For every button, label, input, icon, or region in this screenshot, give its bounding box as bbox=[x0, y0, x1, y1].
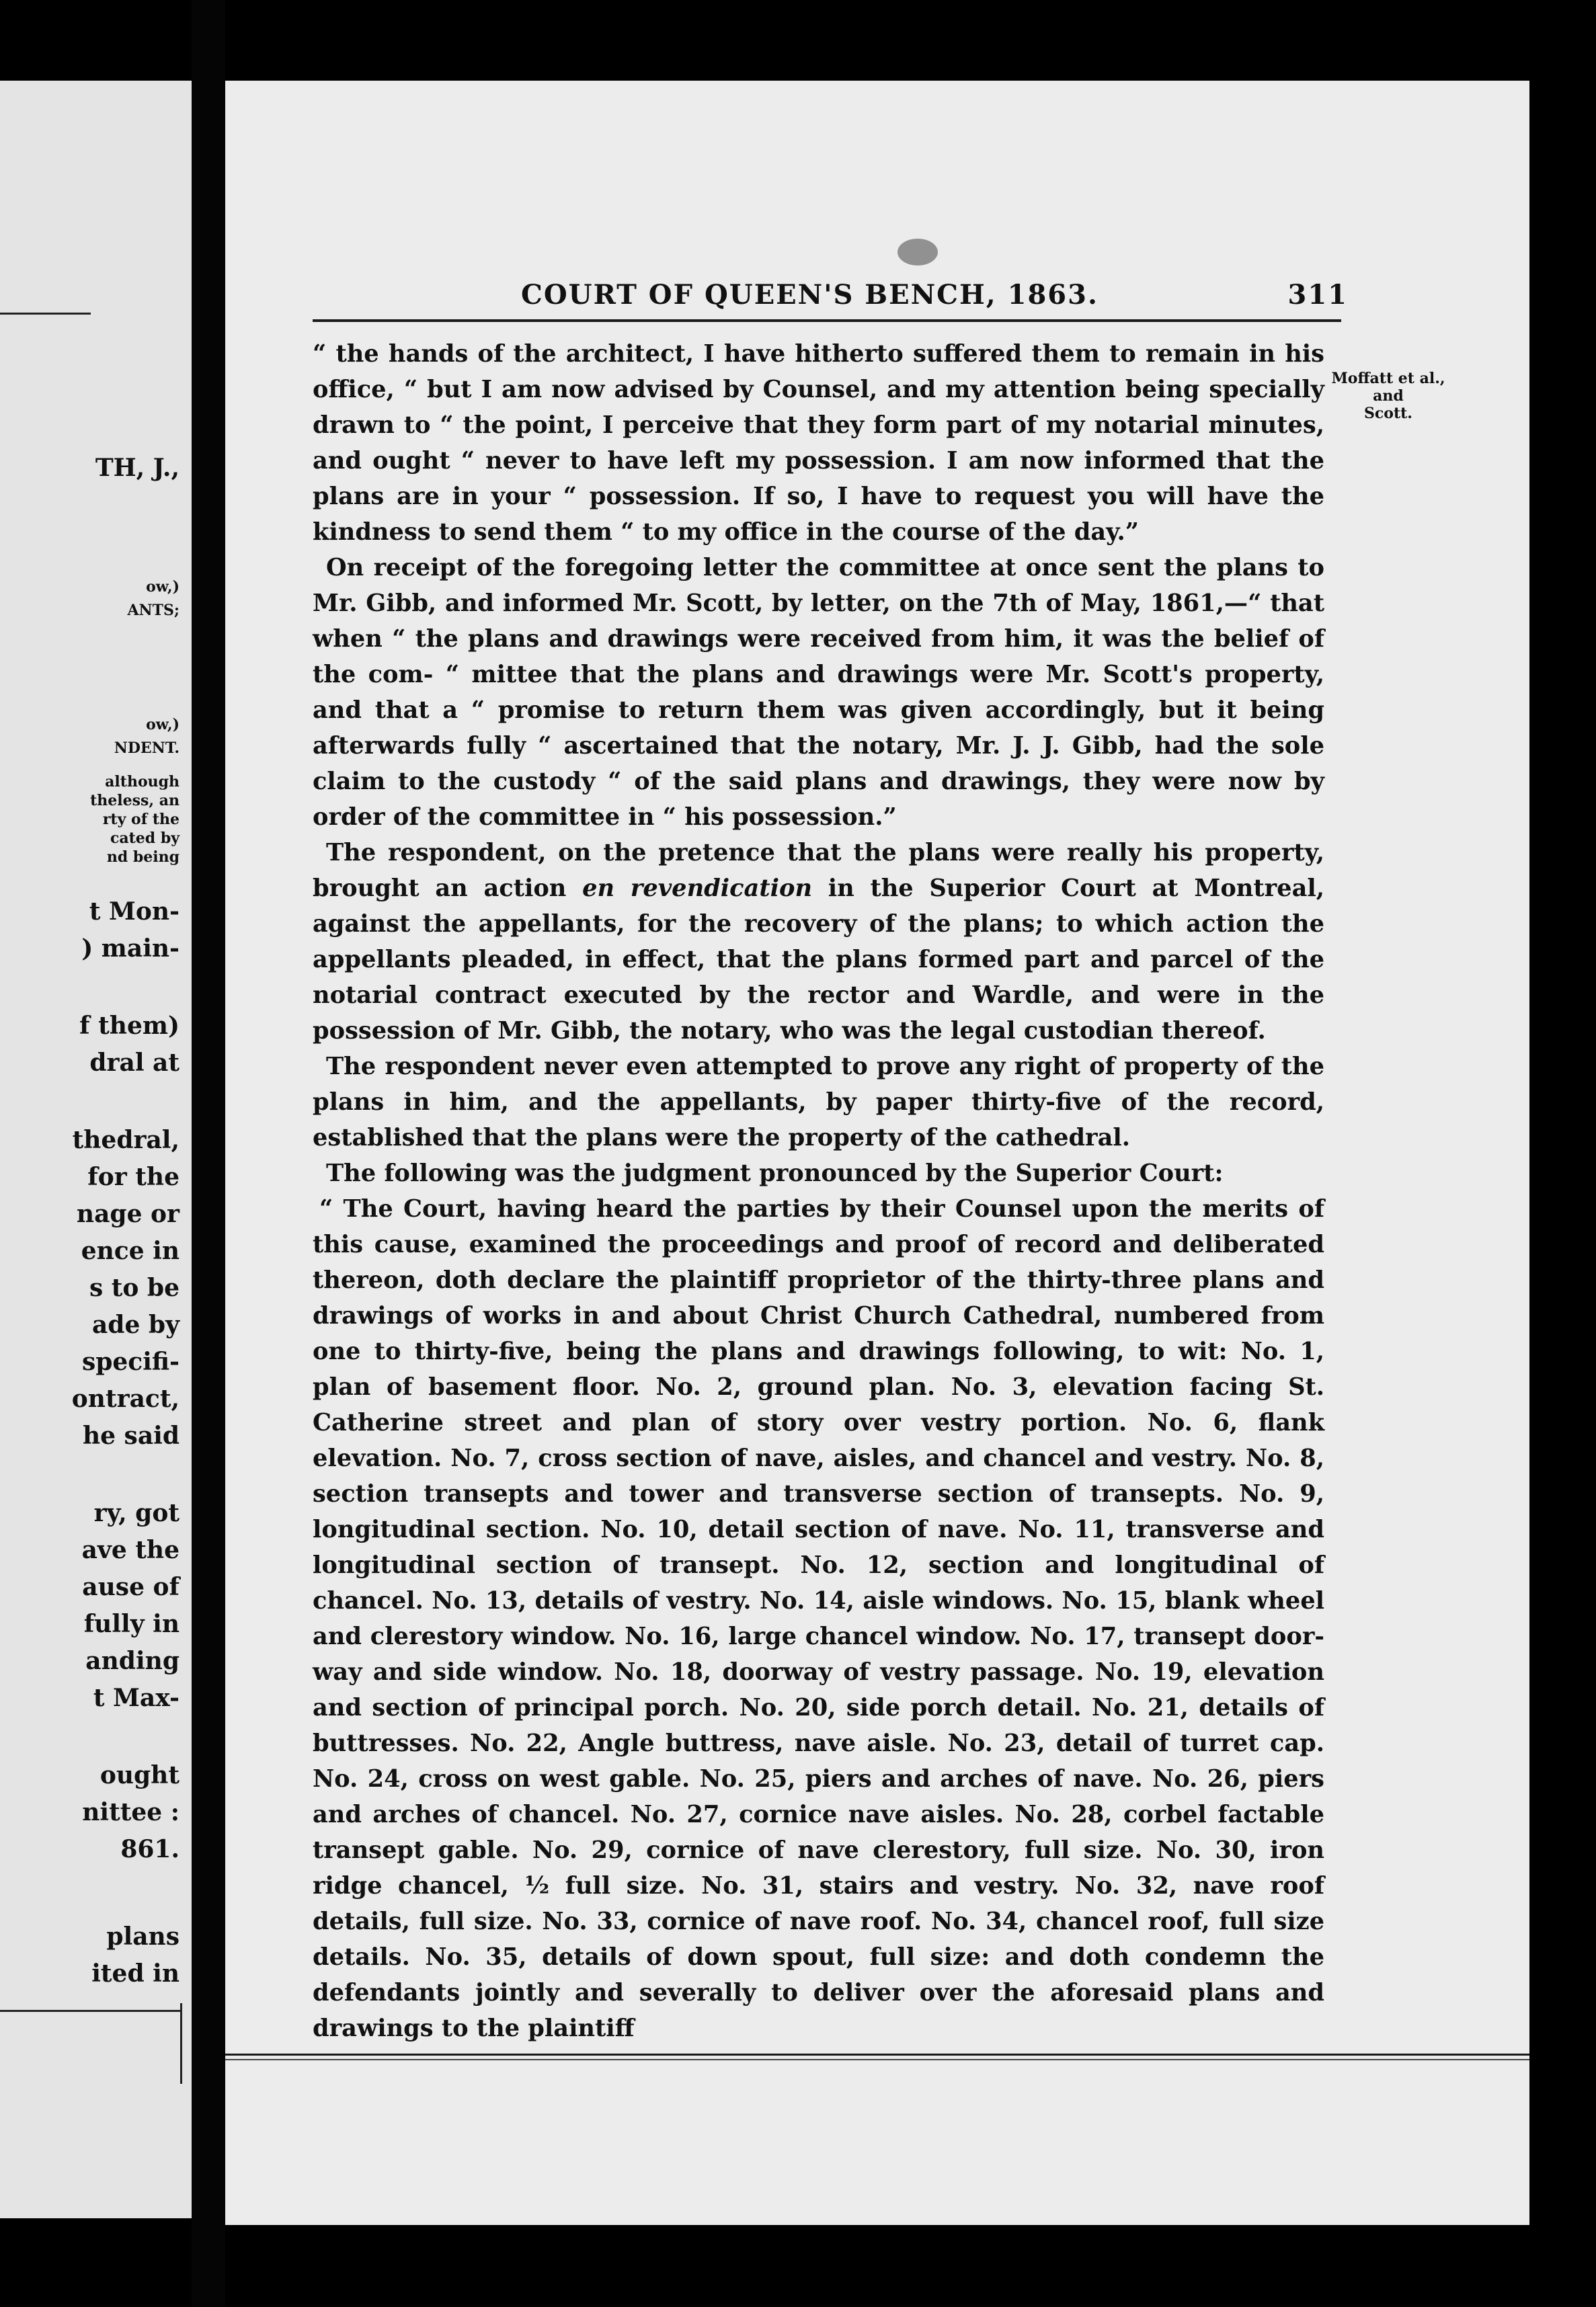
header-rule bbox=[313, 319, 1341, 322]
paragraph-judgment-text: “ The Court, having heard the parties by their Counsel upon the merits of this cause, examined the proceedings and proof of record and deliberated thereon, doth declare the plaintiff proprietor of the thirty-three plans and drawings of works in and about Christ Church Cathedral, numbered from one to thirty-five, being the plans and drawings following, to wit: No. 1, plan of basement floor. No. 2, ground plan. No. 3, elevation facing St. Catherine street and plan of story over vestry portion. No. 6, flank elevation. No. 7, cross section of nave, aisles, and chancel and vestry. No. 8, section transepts and tower and transverse section of transepts. No. 9, longitudinal section. No. 10, detail section of nave. No. 11, transverse and longitudinal section of transept. No. 12, section and longitudinal of chancel. No. 13, details of vestry. No. 14, aisle windows. No. 15, blank wheel and clerestory window. No. 16, large chancel window. No. 17, transept door-way and side window. No. 18, doorway of vestry passage. No. 19, elevation and section of principal porch. No. 20, side porch detail. No. 21, details of buttresses. No. 22, Angle buttress, nave aisle. No. 23, detail of turret cap. No. 24, cross on west gable. No. 25, piers and arches of nave. No. 26, piers and arches of chancel. No. 27, cornice nave aisles. No. 28, corbel factable transept gable. No. 29, cornice of nave clerestory, full size. No. 30, iron ridge chancel, ½ full size. No. 31, stairs and vestry. No. 32, nave roof details, full size. No. 33, cornice of nave roof. No. 34, chancel roof, full size details. No. 35, details of down spout, full size: and doth condemn the defendants jointly and severally to deliver over the aforesaid plans and drawings to the plaintiff bbox=[313, 1195, 1324, 2042]
margin-note-line: and bbox=[1373, 387, 1404, 405]
facing-page-line: 861. bbox=[120, 1835, 179, 1863]
facing-page-line: nd being bbox=[106, 848, 179, 866]
paragraph-receipt: On receipt of the foregoing letter the committee at once sent the plans to Mr. Gibb, and informed Mr. Scott, by letter, on the 7th of May, 1861,—“ that when “ the plans and drawings were received from him, it was the belief of the com- “ mittee that the plans and drawings were Mr. Scott's property, and that a “ promise to return them was given accordingly, but it being afterwards fully “ ascertained that the notary, Mr. J. J. Gibb, had the sole claim to the custody “ of the said plans and drawings, they were now by order of the committee in “ his possession.” bbox=[313, 554, 1324, 831]
bottom-rule-secondary bbox=[225, 2059, 1529, 2060]
facing-page-line: specifi- bbox=[81, 1348, 179, 1376]
facing-page-line: nittee : bbox=[82, 1798, 179, 1826]
facing-page-line: ) main- bbox=[81, 934, 179, 963]
facing-page-line: ry, got bbox=[93, 1499, 179, 1527]
facing-page-line: nage or bbox=[76, 1200, 179, 1228]
margin-note bbox=[1304, 370, 1472, 422]
bottom-rule bbox=[225, 2054, 1529, 2056]
facing-page-line: ave the bbox=[81, 1536, 179, 1564]
paragraph-judgment-intro: The following was the judgment pronounced by the Superior Court: bbox=[326, 1160, 1224, 1187]
running-head: COURT OF QUEEN'S BENCH, 1863. bbox=[521, 279, 1099, 311]
margin-note-line: Scott. bbox=[1364, 405, 1412, 422]
facing-page-line: for the bbox=[87, 1163, 179, 1191]
facing-page-line: theless, an bbox=[90, 792, 179, 809]
text-run: in the Superior Court at Montreal, against the appellants, for the recovery of the plans; to which action the appellants pleaded, in effect, that the plans formed part and parcel of the notarial contract executed by the rector and Wardle, and were in the possession of Mr. Gibb, the notary, who was the legal custodian thereof. bbox=[313, 875, 1324, 1045]
book-gutter bbox=[192, 0, 225, 2307]
facing-page-line: TH, J., bbox=[95, 454, 179, 482]
paragraph-respondent-action bbox=[313, 835, 1324, 1049]
facing-page-line: rty of the bbox=[102, 811, 179, 828]
paragraph-property-proof: The respondent never even attempted to prove any right of property of the plans in him, and the appellants, by paper thirty-five of the record, established that the plans were the property of the cathedral. bbox=[313, 1053, 1324, 1151]
facing-page-line: ited in bbox=[91, 1959, 179, 1988]
facing-page-line: plans bbox=[106, 1922, 179, 1951]
page-311 bbox=[225, 81, 1529, 2225]
facing-page-line: fully in bbox=[83, 1610, 179, 1638]
facing-page-margin-rule bbox=[180, 2003, 182, 2084]
facing-page-line: although bbox=[105, 773, 179, 791]
facing-page-line: ow,) bbox=[146, 716, 179, 733]
facing-page-line: t Mon- bbox=[89, 897, 179, 926]
page-number: 311 bbox=[1287, 279, 1348, 311]
facing-page-line: ause of bbox=[82, 1573, 179, 1601]
facing-page-bottom-rule bbox=[0, 2010, 182, 2012]
facing-page-line: s to be bbox=[89, 1274, 179, 1302]
facing-page-fragment bbox=[0, 81, 192, 2218]
facing-page-header-rule bbox=[0, 313, 91, 315]
facing-page-line: thedral, bbox=[72, 1126, 179, 1154]
body-text bbox=[313, 336, 1324, 2046]
ink-smudge bbox=[897, 239, 938, 266]
italic-term: en revendication bbox=[582, 875, 813, 902]
facing-page-line: ade by bbox=[91, 1311, 179, 1339]
facing-page-line: he said bbox=[82, 1422, 179, 1450]
facing-page-line: f them) bbox=[79, 1012, 179, 1040]
facing-page-line: cated by bbox=[110, 829, 179, 847]
facing-page-line: ANTS; bbox=[127, 602, 179, 619]
facing-page-line: ontract, bbox=[71, 1385, 179, 1413]
facing-page-line: NDENT. bbox=[114, 739, 179, 757]
margin-note-line: Moffatt et al., bbox=[1331, 370, 1445, 387]
facing-page-line: ence in bbox=[81, 1237, 179, 1265]
facing-page-line: anding bbox=[85, 1647, 179, 1675]
text-run: The respondent, on the pretence that the plans were really his property, brought an action bbox=[313, 839, 1324, 902]
facing-page-line: dral at bbox=[89, 1049, 179, 1077]
paragraph-letter-quote: “ the hands of the architect, I have hitherto suffered them to remain in his office, “ but I am now advised by Counsel, and my attention being specially drawn to “ the point, I perceive that they form part of my notarial minutes, and ought “ never to have left my possession. I am now informed that the plans are in your “ possession. If so, I have to request you will have the kindness to send them “ to my office in the course of the day.” bbox=[313, 340, 1324, 546]
facing-page-line: ow,) bbox=[146, 578, 179, 596]
facing-page-line: t Max- bbox=[93, 1684, 179, 1712]
facing-page-line: ought bbox=[99, 1761, 179, 1789]
